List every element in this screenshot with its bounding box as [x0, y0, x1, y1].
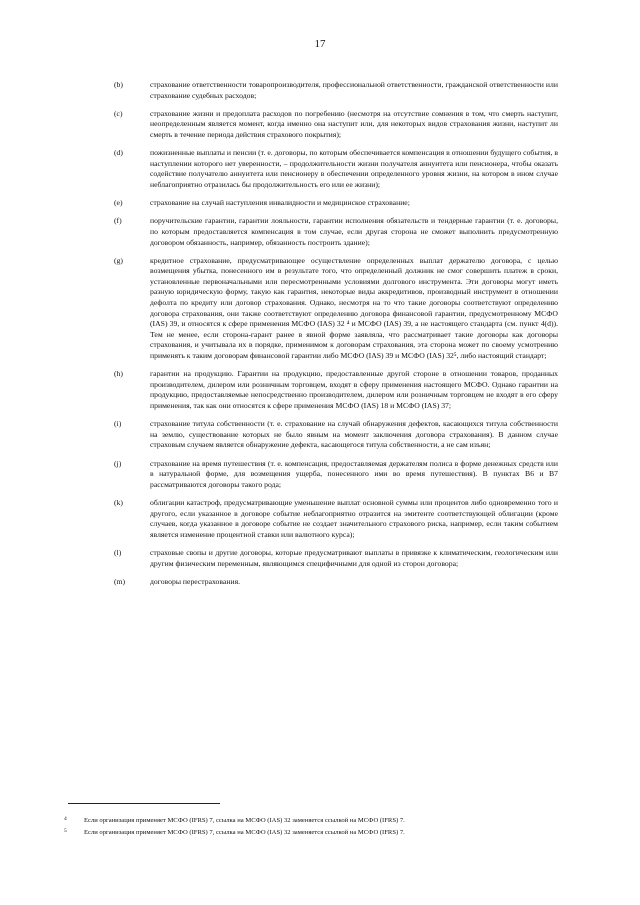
item-text: поручительские гарантии, гарантии лояльности, гарантии исполнения обязательств и тендерные гарантии (т. е. договоры, по которым предоставляется компенсация в том случае, если другая сторона не сможет выполнить предусмотренную договором обязанность, например, обязанность построить здание); [150, 216, 558, 247]
list-item [114, 109, 558, 141]
footnote-mark: 4 [64, 816, 67, 822]
footnote-divider [68, 803, 220, 804]
footnote [64, 827, 544, 839]
item-text: страхование на время путешествия (т. е. компенсация, предоставляемая держателям полиса в форме денежных средств или в натуральной форме, для возмещения ущерба, понесенного ими во время путешествия). В пунктах B6 и B7 рассматриваются договоры такого рода; [150, 458, 558, 489]
item-text: кредитное страхование, предусматривающее осуществление определенных выплат держателю договора, с целью возмещения убытка, понесенного им в результате того, что определенный должник не смог совершить платеж в сроки, установленные первоначальными или пересмотренными условиями долгового инструмента. Эти договоры могут иметь разную юридическую форму, такую как гарантия, некоторые виды аккредитивов, производный инструмент в отношении дефолта по кредиту или договор страхования. Однако, несмотря на то что такие договоры соответствуют определению договора страхования, они также соответствуют определению договора финансовой гарантии, предусмотренному МСФО (IAS) 39, и относятся к сфере применения МСФО (IAS) 32 ⁴ и МСФО (IAS) 39, а не настоящего стандарта (см. пункт 4(d)). Тем не менее, если сторона-гарант ранее в явной форме заявляла, что рассматривает такие договоры как договоры страхования, и учитывала их в порядке, применимом к договорам страхования, эта сторона может по своему усмотрению применять к таким договорам финансовой гарантии либо МСФО (IAS) 39 и МСФО (IAS) 32⁵, либо настоящий стандарт; [150, 255, 558, 361]
list-item [114, 216, 558, 248]
item-label: (g) [114, 255, 123, 265]
item-label: (j) [114, 458, 122, 468]
footnote-text: Если организация применяет МСФО (IFRS) 7, ссылка на МСФО (IAS) 32 заменяется ссылкой на МСФО (IFRS) 7. [84, 829, 405, 836]
item-text: страхование титула собственности (т. е. страхование на случай обнаружения дефектов, касающихся титула собственности на землю, существование которых не было явным на момент заключения договора страхования). В данном случае страховым случаем является обнаружение дефекта, касающегося титула собственности, а не сам изъян; [150, 419, 558, 450]
item-text: страхование жизни и предоплата расходов по погребению (несмотря на отсутствие сомнения в том, что смерть наступит, неопределенным является момент, когда именно она наступит или, для некоторых видов страхования жизни, наступит ли смерть в течение периода действия страхового покрытия); [150, 108, 558, 139]
item-text: страховые свопы и другие договоры, которые предусматривают выплаты в привязке к климатическим, геологическим или другим физическим переменным, являющимся специфичными для одной из сторон договора; [150, 547, 558, 568]
list-item [114, 148, 558, 190]
item-label: (f) [114, 216, 122, 226]
item-text: облигации катастроф, предусматривающие уменьшение выплат основной суммы или процентов либо одновременно того и другого, если указанное в договоре событие неблагоприятно отразится на эмитенте соответствующей облигации (кроме случаев, когда указанное в договоре событие не создает значительного страхового риска, например, если таким событием является изменение процентной ставки или валютного курса); [150, 497, 558, 539]
footnote-mark: 5 [64, 828, 67, 834]
item-text: страхование на случай наступления инвалидности и медицинское страхование; [150, 198, 410, 208]
item-label: (e) [114, 198, 123, 208]
item-list [114, 80, 558, 595]
list-item [114, 256, 558, 362]
footnote-text: Если организация применяет МСФО (IFRS) 7, ссылка на МСФО (IAS) 32 заменяется ссылкой на МСФО (IFRS) 7. [84, 817, 405, 824]
item-text: пожизненные выплаты и пенсии (т. е. договоры, по которым обеспечивается компенсация в отношении будущего события, в наступлении которого нет уверенности, – продолжительности жизни получателя аннуитета или пенсионера, чтобы оказать содействие получателю аннуитета или пенсионеру в обеспечении определенного уровня жизни, на котором в ином случае неблагоприятно отразилась бы продолжительность его или ее жизни); [150, 148, 558, 189]
list-item [114, 498, 558, 540]
item-label: (h) [114, 369, 123, 379]
item-text: гарантии на продукцию. Гарантии на продукцию, предоставленные другой стороне в отношении товаров, проданных производителем, дилером или розничным торговцем, входят в сферу применения настоящего МСФО. Однако гарантии на продукцию, предоставляемые непосредственно производителем, дилером или розничным торговцем не входят в его сферу применения, так как они относятся к сфере применения МСФО (IAS) 18 и МСФО (IAS) 37; [150, 369, 558, 410]
list-item [114, 577, 558, 588]
list-item [114, 548, 558, 569]
item-label: (k) [114, 497, 123, 507]
footnote [64, 815, 544, 827]
list-item [114, 419, 558, 451]
item-label: (l) [114, 547, 122, 557]
item-label: (c) [114, 108, 123, 118]
item-text: страхование ответственности товаропроизводителя, профессиональной ответственности, гражданской ответственности или страхование судебных расходов; [150, 80, 558, 100]
item-label: (d) [114, 148, 123, 158]
page-number: 17 [314, 38, 326, 50]
list-item [114, 80, 558, 101]
item-label: (i) [114, 419, 122, 429]
list-item [114, 459, 558, 491]
item-label: (b) [114, 80, 123, 89]
item-label: (m) [114, 576, 126, 586]
item-text: договоры перестрахования. [150, 576, 241, 586]
list-item [114, 198, 558, 209]
list-item [114, 369, 558, 411]
footnotes [64, 815, 544, 839]
